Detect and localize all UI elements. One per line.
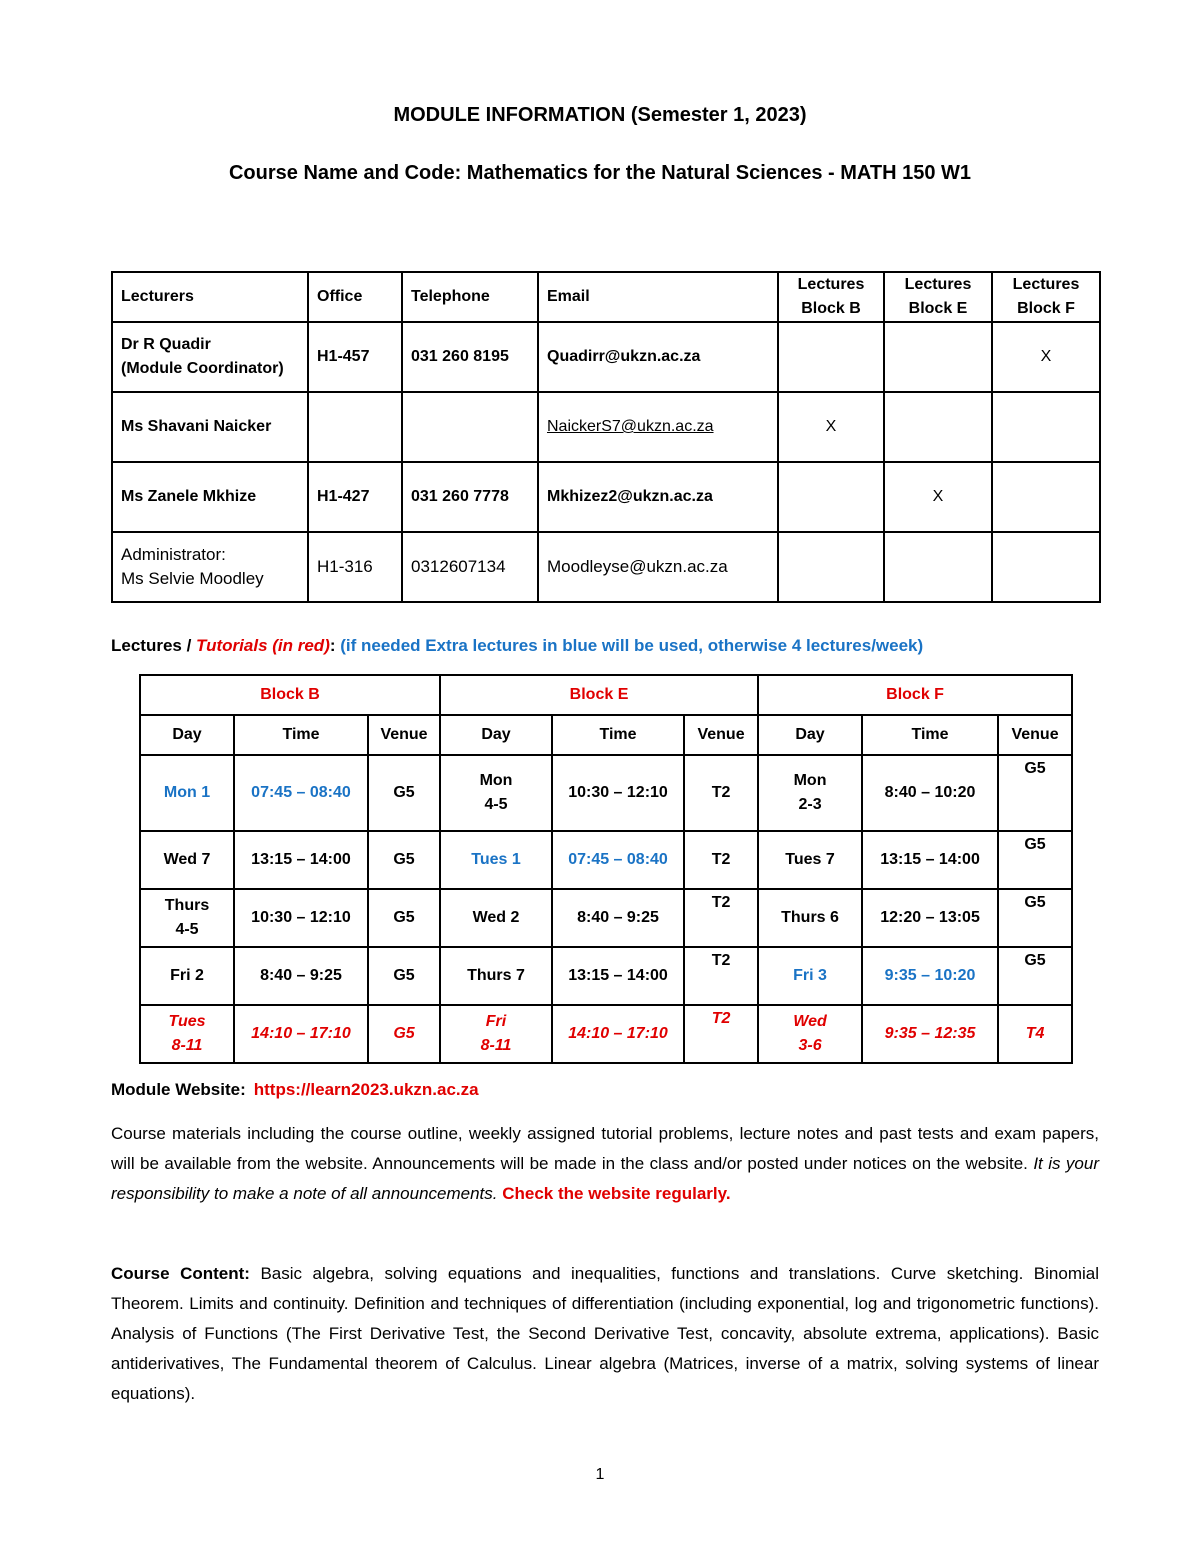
website-label: Module Website: <box>111 1080 246 1099</box>
header-lecturers: Lecturers <box>112 272 308 322</box>
admin-name: Ms Selvie Moodley <box>121 569 264 588</box>
header-block-f-line1: Lectures <box>1012 276 1080 293</box>
day-cell <box>758 755 862 831</box>
header-block-b-line2: Block B <box>801 300 861 317</box>
table-header-row <box>112 272 1100 322</box>
day-cell: Wed 2 <box>440 889 552 947</box>
venue-cell: G5 <box>998 755 1072 831</box>
day-cell <box>758 1005 862 1063</box>
day-cell: Mon 1 <box>140 755 234 831</box>
venue-cell: G5 <box>368 889 440 947</box>
time-cell: 10:30 – 12:10 <box>234 889 368 947</box>
col-time: Time <box>862 715 998 755</box>
para1-red: Check the website regularly. <box>497 1184 731 1203</box>
day-cell: Thurs 7 <box>440 947 552 1005</box>
col-venue: Venue <box>368 715 440 755</box>
col-time: Time <box>552 715 684 755</box>
table-row <box>112 462 1100 532</box>
day-cell: Fri 3 <box>758 947 862 1005</box>
venue-cell: G5 <box>368 947 440 1005</box>
day-cell: Tues 1 <box>440 831 552 889</box>
lecturer-role: (Module Coordinator) <box>121 360 284 377</box>
schedule-row <box>140 889 1072 947</box>
venue-cell: G5 <box>998 889 1072 947</box>
page-number: 1 <box>595 1466 605 1483</box>
office-cell: H1-427 <box>308 462 402 532</box>
day-name: Mon <box>793 772 827 789</box>
column-header-row <box>140 715 1072 755</box>
block-e-cell <box>884 532 992 602</box>
block-b-cell <box>778 532 884 602</box>
email-cell <box>538 392 778 462</box>
lectures-legend <box>111 636 923 656</box>
block-e-header: Block E <box>440 675 758 715</box>
col-day: Day <box>140 715 234 755</box>
block-e-cell <box>884 392 992 462</box>
time-cell: 8:40 – 9:25 <box>552 889 684 947</box>
website-link[interactable]: https://learn2023.ukzn.ac.za <box>253 1080 479 1099</box>
lecturer-name <box>112 322 308 392</box>
table-row <box>112 392 1100 462</box>
course-name-heading: Course Name and Code: Mathematics for the Natural Sciences - MATH 150 W1 <box>228 162 972 184</box>
module-website <box>111 1080 479 1100</box>
day-name: Tues <box>168 1013 206 1030</box>
email-cell: Moodleyse@ukzn.ac.za <box>538 532 778 602</box>
day-cell <box>140 1005 234 1063</box>
day-name: Wed <box>793 1013 827 1030</box>
office-cell: H1-316 <box>308 532 402 602</box>
time-cell: 13:15 – 14:00 <box>862 831 998 889</box>
block-f-header: Block F <box>758 675 1072 715</box>
block-f-cell <box>992 462 1100 532</box>
day-name: Thurs <box>164 897 210 914</box>
time-cell: 12:20 – 13:05 <box>862 889 998 947</box>
venue-cell: G5 <box>998 831 1072 889</box>
office-cell: H1-457 <box>308 322 402 392</box>
day-cell: Thurs 6 <box>758 889 862 947</box>
col-day: Day <box>758 715 862 755</box>
venue-cell: T2 <box>684 889 758 947</box>
time-cell: 9:35 – 12:35 <box>862 1005 998 1063</box>
day-cell <box>440 1005 552 1063</box>
day-cell: Fri 2 <box>140 947 234 1005</box>
venue-cell: G5 <box>368 1005 440 1063</box>
course-content-paragraph <box>111 1259 1099 1409</box>
col-time: Time <box>234 715 368 755</box>
venue-cell: G5 <box>368 755 440 831</box>
day-name: Mon <box>479 772 513 789</box>
day-cell: Tues 7 <box>758 831 862 889</box>
col-venue: Venue <box>684 715 758 755</box>
schedule-row <box>140 831 1072 889</box>
telephone-cell: 031 260 8195 <box>402 322 538 392</box>
telephone-cell: 0312607134 <box>402 532 538 602</box>
block-e-cell: X <box>884 462 992 532</box>
legend-tutorials: Tutorials (in red) <box>196 636 330 655</box>
block-header-row <box>140 675 1072 715</box>
lecturers-table <box>111 271 1101 603</box>
schedule-table <box>139 674 1073 1064</box>
header-block-b-line1: Lectures <box>797 276 865 293</box>
period-numbers: 4-5 <box>484 796 508 813</box>
admin-label: Administrator: <box>121 545 226 564</box>
block-b-cell <box>778 322 884 392</box>
header-block-f-line2: Block F <box>1017 300 1075 317</box>
block-b-cell: X <box>778 392 884 462</box>
email-cell: Mkhizez2@ukzn.ac.za <box>538 462 778 532</box>
lecturer-name <box>112 532 308 602</box>
day-cell <box>140 889 234 947</box>
page-title: MODULE INFORMATION (Semester 1, 2023) <box>393 104 807 126</box>
period-numbers: 3-6 <box>798 1037 822 1054</box>
venue-cell: T2 <box>684 947 758 1005</box>
block-f-cell <box>992 532 1100 602</box>
day-name: Fri <box>485 1013 507 1030</box>
time-cell: 10:30 – 12:10 <box>552 755 684 831</box>
time-cell: 07:45 – 08:40 <box>552 831 684 889</box>
day-cell <box>440 755 552 831</box>
header-block-b <box>778 272 884 322</box>
venue-cell: G5 <box>368 831 440 889</box>
period-numbers: 8-11 <box>480 1037 512 1054</box>
period-numbers: 2-3 <box>798 796 822 813</box>
telephone-cell <box>402 392 538 462</box>
schedule-row <box>140 947 1072 1005</box>
time-cell: 14:10 – 17:10 <box>552 1005 684 1063</box>
time-cell: 14:10 – 17:10 <box>234 1005 368 1063</box>
course-materials-paragraph <box>111 1119 1099 1209</box>
telephone-cell: 031 260 7778 <box>402 462 538 532</box>
header-telephone: Telephone <box>402 272 538 322</box>
time-cell: 13:15 – 14:00 <box>552 947 684 1005</box>
period-numbers: 8-11 <box>171 1037 203 1054</box>
time-cell: 8:40 – 9:25 <box>234 947 368 1005</box>
time-cell: 8:40 – 10:20 <box>862 755 998 831</box>
time-cell: 9:35 – 10:20 <box>862 947 998 1005</box>
time-cell: 07:45 – 08:40 <box>234 755 368 831</box>
lecturer-name-line1: Dr R Quadir <box>121 336 211 353</box>
para1-text: Course materials including the course outline, weekly assigned tutorial problems, lecture notes and past tests and exam papers, will be available from the website. Announcements will be made in the class and/or posted under notices on the website. <box>111 1124 1099 1173</box>
header-block-f <box>992 272 1100 322</box>
col-venue: Venue <box>998 715 1072 755</box>
schedule-row <box>140 1005 1072 1063</box>
block-b-header: Block B <box>140 675 440 715</box>
venue-cell: G5 <box>998 947 1072 1005</box>
time-cell: 13:15 – 14:00 <box>234 831 368 889</box>
table-row <box>112 532 1100 602</box>
venue-cell: T2 <box>684 1005 758 1063</box>
header-office: Office <box>308 272 402 322</box>
period-numbers: 4-5 <box>175 921 199 938</box>
lecturer-name: Ms Shavani Naicker <box>112 392 308 462</box>
course-content-text: Basic algebra, solving equations and inequalities, functions and translations. Curve sketching. Binomial Theorem. Limits and continuity. Definition and techniques of differentiation (including exponential, log and trigonometric functions). Analysis of Functions (The First Derivative Test, the Second Derivative Test, concavity, absolute extrema, applications). Basic antiderivatives, The Fundamental theorem of Calculus. Linear algebra (Matrices, inverse of a matrix, solving systems of linear equations). <box>111 1264 1099 1403</box>
office-cell <box>308 392 402 462</box>
header-block-e <box>884 272 992 322</box>
header-email: Email <box>538 272 778 322</box>
schedule-body <box>140 755 1072 1063</box>
schedule-row <box>140 755 1072 831</box>
block-f-cell: X <box>992 322 1100 392</box>
legend-extra-lectures: (if needed Extra lectures in blue will be used, otherwise 4 lectures/week) <box>340 636 924 655</box>
lecturer-name: Ms Zanele Mkhize <box>112 462 308 532</box>
header-block-e-line1: Lectures <box>904 276 972 293</box>
legend-lectures: Lectures / <box>111 636 197 655</box>
day-cell: Wed 7 <box>140 831 234 889</box>
venue-cell: T2 <box>684 755 758 831</box>
table-row <box>112 322 1100 392</box>
venue-cell: T4 <box>998 1005 1072 1063</box>
email-link[interactable]: NaickerS7@ukzn.ac.za <box>547 418 714 435</box>
course-content-label: Course Content: <box>111 1264 250 1283</box>
para1-italic: It is your responsibility to make a note of all announcements. <box>111 1154 1099 1203</box>
venue-cell: T2 <box>684 831 758 889</box>
email-cell: Quadirr@ukzn.ac.za <box>538 322 778 392</box>
header-block-e-line2: Block E <box>908 300 968 317</box>
legend-colon: : <box>329 636 341 655</box>
block-f-cell <box>992 392 1100 462</box>
col-day: Day <box>440 715 552 755</box>
block-b-cell <box>778 462 884 532</box>
block-e-cell <box>884 322 992 392</box>
